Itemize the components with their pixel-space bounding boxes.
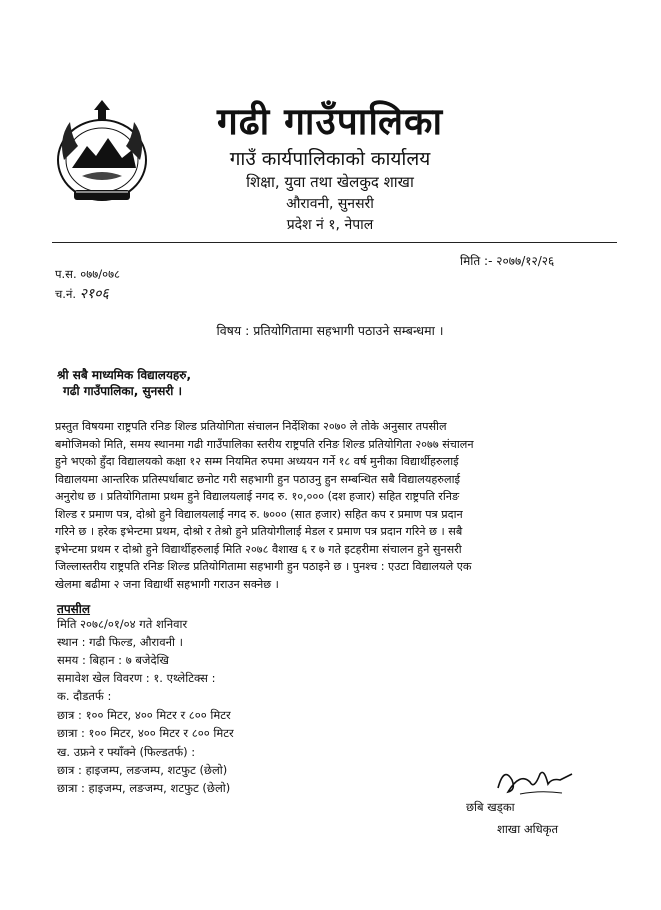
- body-line: हुने भएको हुँदा विद्यालयको कक्षा १२ सम्म नियमित रुपमा अध्ययन गर्ने १८ वर्ष मुनीका विद्यार्थीहरुलाई: [55, 455, 459, 468]
- detail-line: छात्र : १०० मिटर, ४०० मिटर र ८०० मिटर: [57, 708, 231, 722]
- province-line: प्रदेश नं १, नेपाल: [286, 217, 374, 233]
- detail-line: समावेश खेल विवरण : १. एथ्लेटिक्स :: [57, 671, 216, 685]
- detail-line: छात्रा : १०० मिटर, ४०० मिटर र ८०० मिटर: [57, 726, 234, 740]
- office-location: औरावनी, सुनसरी: [286, 196, 374, 212]
- header-divider: [52, 242, 617, 243]
- body-line: इभेन्टमा प्रथम र दोश्रो हुने विद्यार्थीहरुलाई मिति २०७८ वैशाख ६ र ७ गते इटहरीमा संचालन हुने सुनसरी: [55, 542, 462, 556]
- detail-line: मिति २०७८/०१/०४ गते शनिवार: [57, 617, 188, 631]
- body-line: बमोजिमको मिति, समय स्थानमा गढी गाउँपालिका स्तरीय राष्ट्रपति रनिङ शिल्ड प्रतियोगिता २०७७ संचालन: [55, 437, 474, 451]
- body-line: जिल्लास्तरीय राष्ट्रपति रनिङ शिल्ड प्रतियोगितामा सहभागी हुन पठाइने छ । पुनश्च : एउटा विद्यालयले एक: [55, 560, 472, 573]
- detail-line: क. दौडतर्फ :: [57, 689, 112, 703]
- dispatch-number-label: च.नं.: [55, 287, 76, 301]
- detail-line: छात्रा : हाइजम्प, लङजम्प, शटफुट (छेलो): [57, 781, 231, 795]
- office-name: गाउँ कार्यपालिकाको कार्यालय: [229, 148, 431, 170]
- fiscal-year-reference: प.स. ०७७/०७८: [55, 267, 121, 281]
- addressee-line-1: श्री सबै माध्यमिक विद्यालयहरु,: [57, 368, 192, 382]
- body-line: विद्यालयमा आन्तरिक प्रतिस्पर्धाबाट छनोट गरी सहभागी हुन पठाउनु हुन सम्बन्धित सबै विद्यालयहरुलाई: [55, 472, 460, 486]
- addressee-line-2: गढी गाउँपालिका, सुनसरी ।: [63, 384, 183, 398]
- dispatch-number-value: २१०६: [79, 286, 109, 302]
- body-line: गरिने छ । हरेक इभेन्टमा प्रथम, दोश्रो र तेश्रो हुने प्रतियोगीलाई मेडल र प्रमाण पत्र प्रदान गरिने छ । सबै: [55, 525, 463, 538]
- dispatch-number: [55, 284, 109, 303]
- body-line: शिल्ड र प्रमाण पत्र, दोश्रो हुने विद्यालयलाई नगद रु. ७००० (सात हजार) सहित कप र प्रमाण पत्र प्रदान: [55, 507, 463, 521]
- letter-body: [55, 418, 623, 593]
- section-name: शिक्षा, युवा तथा खेलकुद शाखा: [246, 173, 414, 191]
- body-line: खेलमा बढीमा २ जना विद्यार्थी सहभागी गराउन सक्नेछ ।: [55, 577, 279, 591]
- municipality-title: गढी गाउँपालिका: [216, 100, 444, 143]
- signatory-title: शाखा अधिकृत: [497, 822, 559, 836]
- detail-line: समय : बिहान : ७ बजेदेखि: [57, 653, 169, 667]
- letter-subject: विषय : प्रतियोगितामा सहभागी पठाउने सम्बन्धमा ।: [216, 323, 444, 338]
- detail-line: स्थान : गढी फिल्ड, औरावनी ।: [57, 635, 183, 649]
- government-emblem-icon: [52, 98, 152, 208]
- detail-line: ख. उफ्रने र फ्याँक्ने (फिल्डतर्फ) :: [57, 745, 196, 759]
- signatory-name: छबि खड्का: [466, 800, 515, 814]
- letter-date: मिति :- २०७७/१२/२६: [460, 254, 555, 268]
- detail-line: छात्र : हाइजम्प, लङजम्प, शटफुट (छेलो): [57, 763, 228, 777]
- handwritten-signature: [490, 760, 580, 800]
- details-heading: तपसील: [57, 602, 91, 616]
- body-line: प्रस्तुत विषयमा राष्ट्रपति रनिङ शिल्ड प्रतियोगिता संचालन निर्देशिका २०७० ले तोके अनुसार तपसील: [55, 420, 447, 433]
- body-line: अनुरोध छ । प्रतियोगितामा प्रथम हुने विद्यालयलाई नगद रु. १०,००० (दश हजार) सहित राष्ट्रपति रनिङ: [55, 490, 460, 503]
